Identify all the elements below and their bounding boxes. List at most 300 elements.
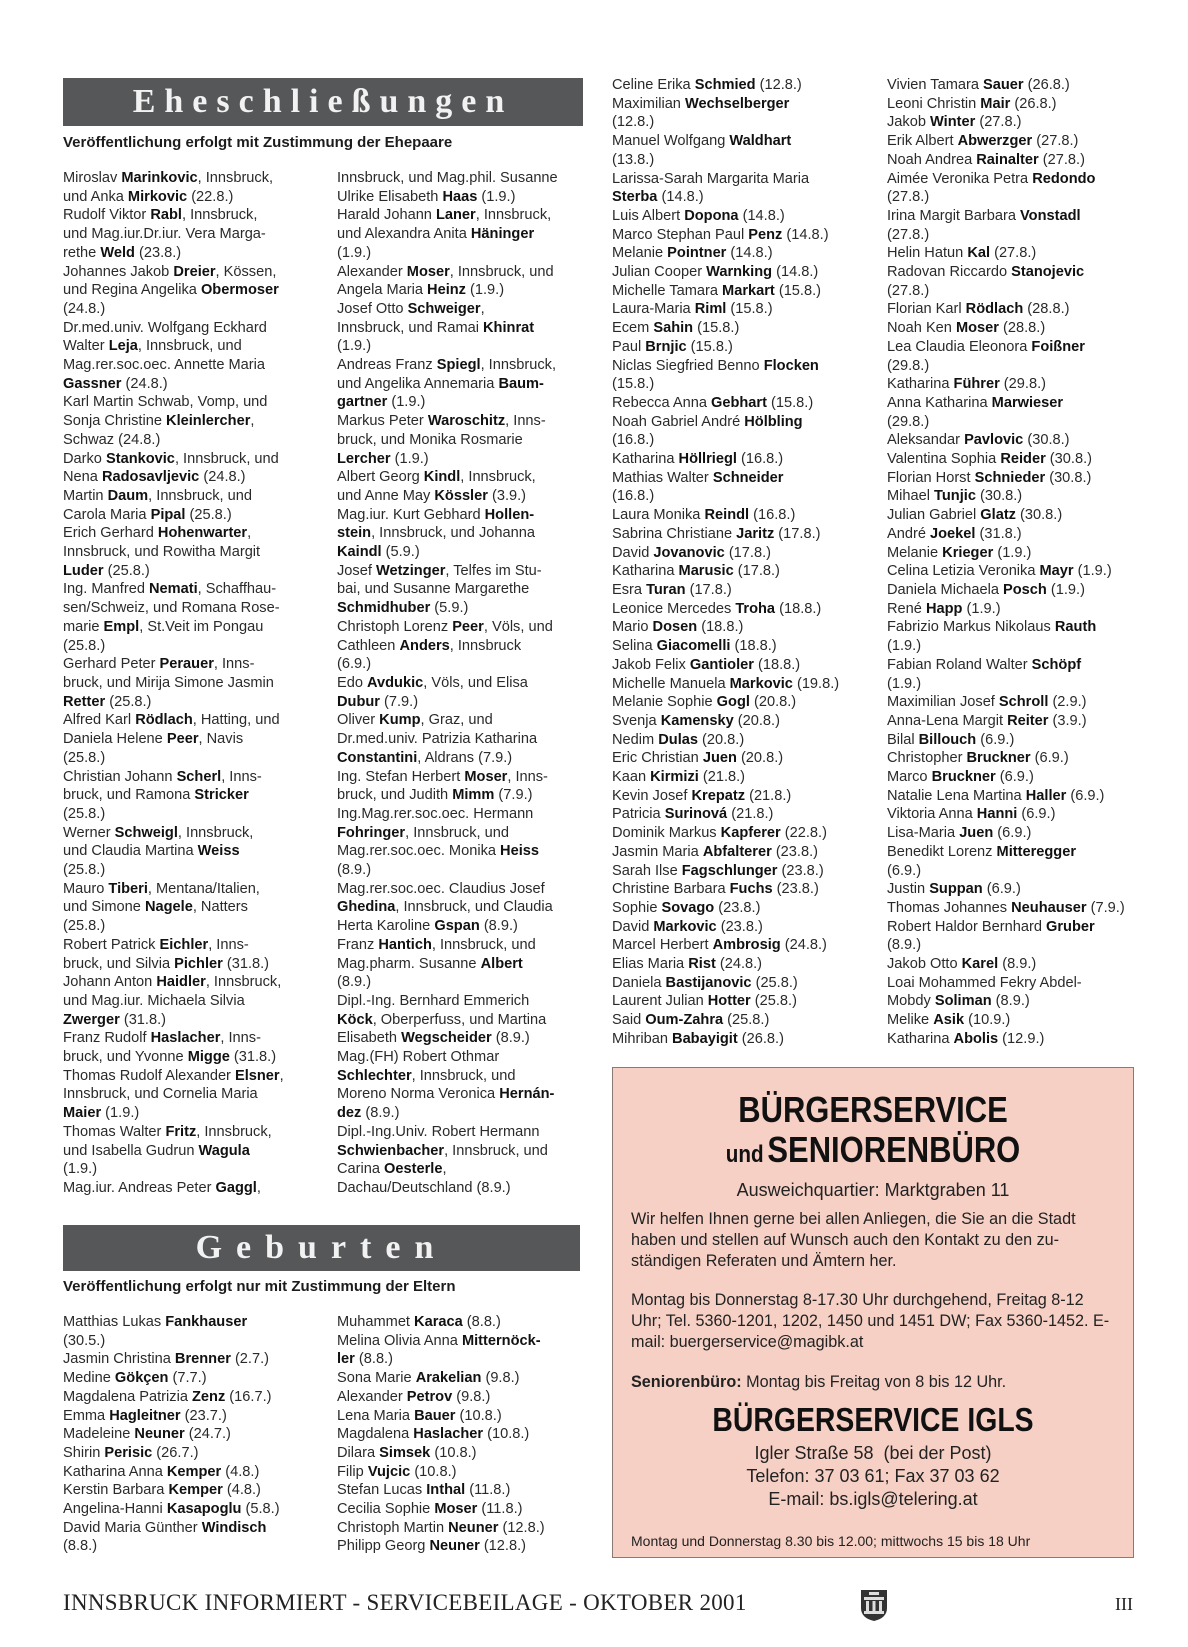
entry-text: Justin xyxy=(887,881,930,898)
entry-text: Eric Christian xyxy=(612,750,703,767)
entry-text: (25.8.) xyxy=(185,506,232,523)
surname: Krepatz xyxy=(691,787,746,804)
name-entry xyxy=(63,1425,318,1444)
name-entry xyxy=(612,787,874,806)
name-entry xyxy=(337,562,594,618)
entry-text: Katharina xyxy=(612,563,679,580)
entry-text: Marco xyxy=(887,769,932,786)
entry-text: (1.9.) xyxy=(101,1105,140,1122)
entry-text: , Inns- bruck, und Silvia xyxy=(63,936,249,972)
entry-text: Laurent Julian xyxy=(612,993,708,1010)
name-entry xyxy=(887,918,1149,955)
entry-text: (7.9.) xyxy=(379,693,419,710)
name-entry xyxy=(612,76,874,95)
surname: Maier xyxy=(63,1105,102,1122)
surname: Haslacher xyxy=(413,1426,484,1443)
name-entry xyxy=(63,1067,318,1123)
surname: Scherl xyxy=(176,768,222,785)
entry-text: (29.8.) xyxy=(887,413,930,430)
entry-text: (12.8.) xyxy=(479,1538,526,1555)
surname: Anders xyxy=(399,637,450,654)
entry-text: Svenja xyxy=(612,712,661,729)
entry-text: (30.8.) xyxy=(1045,451,1092,468)
entry-text: (23.8.) xyxy=(714,899,761,916)
name-entry xyxy=(612,618,874,637)
surname: Foißner xyxy=(1031,338,1085,355)
surname: Heiss xyxy=(500,843,539,860)
surname: Billouch xyxy=(918,731,977,748)
entry-text: Christine Barbara xyxy=(612,881,730,898)
name-entry xyxy=(63,1463,318,1482)
surname: Daum xyxy=(107,487,149,504)
name-entry xyxy=(887,955,1149,974)
surname: Peer xyxy=(166,731,199,748)
entry-text: (27.8.) xyxy=(887,189,930,206)
entry-text: (20.8.) xyxy=(697,731,745,748)
name-entry xyxy=(63,580,318,655)
surname: Spiegl xyxy=(436,357,481,374)
entry-text: , Schaffhau- sen/Schweiz, und Romana Rose- marie xyxy=(63,581,280,635)
surname: Fohringer xyxy=(337,824,406,841)
entry-text: Johann Anton xyxy=(63,974,157,991)
surname: Bauer xyxy=(414,1407,456,1424)
entry-text: Sarah Ilse xyxy=(612,862,682,879)
surname: Pipal xyxy=(150,506,186,523)
surname: Gspan xyxy=(434,918,480,935)
births-column-4 xyxy=(887,76,1149,1049)
entry-text: Jakob Felix xyxy=(612,656,690,673)
name-entry xyxy=(337,468,594,505)
surname: Posch xyxy=(1003,581,1047,598)
entry-text: (27.8.) xyxy=(990,245,1037,262)
entry-text: (14.8.) xyxy=(772,264,819,281)
name-entry xyxy=(612,562,874,581)
entry-text: Florian Karl xyxy=(887,301,966,318)
surname: Gassner xyxy=(63,375,122,392)
entry-text: , Mentana/Italien, und Simone xyxy=(63,880,260,916)
entry-text: Dr.med.univ. Wolfgang Eckhard Walter xyxy=(63,319,267,355)
entry-text: Mag.(FH) Robert Othmar xyxy=(337,1049,500,1066)
surname: Markovic xyxy=(729,675,793,692)
entry-text: Sona Marie xyxy=(337,1370,416,1387)
entry-text: (1.9.) xyxy=(1073,563,1112,580)
surname: Waroschitz xyxy=(427,413,506,430)
entry-text: (24.8.) xyxy=(199,469,246,486)
entry-text: (5.8.) xyxy=(241,1501,280,1518)
surname: Pavlovic xyxy=(964,432,1024,449)
entry-text: (7.9.) xyxy=(494,787,533,804)
entry-text: Helin Hatun xyxy=(887,245,968,262)
entry-text: (25.8.) xyxy=(103,562,150,579)
entry-text: , Inns- bruck, und Judith xyxy=(337,768,548,804)
entry-text: (18.8.) xyxy=(775,600,822,617)
entry-text: (8.9.) xyxy=(479,918,518,935)
entry-text: Kerstin Barbara xyxy=(63,1482,169,1499)
surname: Führer xyxy=(953,376,1000,393)
entry-text: Niclas Siegfried Benno xyxy=(612,357,764,374)
entry-text: Fabrizio Markus Nikolaus xyxy=(887,619,1055,636)
entry-text: (3.9.) xyxy=(487,487,527,504)
name-entry xyxy=(337,1048,594,1123)
surname: Elsner xyxy=(234,1067,280,1084)
entry-text: Michelle Manuela xyxy=(612,675,730,692)
name-entry xyxy=(612,693,874,712)
surname: Fagschlunger xyxy=(681,862,778,879)
surname: Pichler xyxy=(174,955,223,972)
surname: Abolis xyxy=(953,1030,999,1047)
entry-text: (9.8.) xyxy=(452,1388,491,1405)
surname: Bruckner xyxy=(966,750,1031,767)
surname: Hölbling xyxy=(744,413,803,430)
name-entry xyxy=(63,1123,318,1179)
entry-text: Leoni Christin xyxy=(887,95,981,112)
entry-text: Rebecca Anna xyxy=(612,394,711,411)
surname: Wagula xyxy=(198,1142,250,1159)
entry-text: (18.8.) xyxy=(697,619,744,636)
entry-text: (11.8.) xyxy=(477,1501,523,1518)
name-entry xyxy=(612,469,874,506)
name-entry xyxy=(887,880,1149,899)
entry-text: (31.8.) xyxy=(222,955,270,972)
marriages-banner xyxy=(63,78,583,126)
entry-text: Darko xyxy=(63,450,106,467)
name-entry xyxy=(63,1350,318,1369)
entry-text: Martin xyxy=(63,487,108,504)
births-subtitle: Veröffentlichung erfolgt nur mit Zustimmung der Eltern xyxy=(63,1278,456,1295)
entry-text: (17.8.) xyxy=(724,544,771,561)
footer-title: INNSBRUCK INFORMIERT - SERVICEBEILAGE - OKTOBER 2001 xyxy=(63,1590,747,1615)
entry-text: Dilara xyxy=(337,1444,380,1461)
entry-text: , Innsbruck, und Mag.iur.Dr.iur. Vera Marga- rethe xyxy=(63,207,266,261)
entry-text: Anna-Lena Margit xyxy=(887,712,1008,729)
surname: Häninger xyxy=(470,226,535,243)
name-entry xyxy=(612,805,874,824)
surname: Nemati xyxy=(149,581,198,598)
entry-text: (29.8.) xyxy=(999,376,1046,393)
box-title-seniorenbuero-text: SENIORENBÜRO xyxy=(767,1129,1021,1170)
entry-text: Dipl.-Ing. Bernhard Emmerich xyxy=(337,992,530,1009)
innsbruck-crest-icon xyxy=(860,1588,888,1622)
name-entry xyxy=(612,226,874,245)
name-entry xyxy=(337,412,594,468)
name-entry xyxy=(612,244,874,263)
name-entry xyxy=(887,394,1149,431)
entry-text: Benedikt Lorenz xyxy=(887,843,997,860)
surname: Wechselberger xyxy=(684,95,790,112)
entry-text: Bilal xyxy=(887,731,919,748)
entry-text: (17.8.) xyxy=(685,581,732,598)
name-entry xyxy=(887,1011,1149,1030)
surname: Constantini xyxy=(337,749,418,766)
surname: Hollen- stein xyxy=(337,506,535,542)
surname: Troha xyxy=(735,600,776,617)
name-entry xyxy=(887,431,1149,450)
entry-text: , Inns- bruck, und Monika Rosmarie xyxy=(337,413,546,448)
entry-text: Leonice Mercedes xyxy=(612,600,736,617)
entry-text: Lea Claudia Eleonora xyxy=(887,338,1032,355)
name-entry xyxy=(887,76,1149,95)
entry-text: , Innsbruck, und Carola Maria xyxy=(63,487,252,523)
surname: Reindl xyxy=(704,507,750,524)
surname: Mayr xyxy=(1039,563,1074,580)
name-entry xyxy=(887,581,1149,600)
entry-text: , Innsbruck, und Claudia Martina xyxy=(63,824,254,860)
entry-text: (7.9.) xyxy=(1086,899,1125,916)
entry-text: Elias Maria xyxy=(612,956,689,973)
box-senior-label: Seniorenbüro: xyxy=(631,1373,742,1391)
surname: Khinrat xyxy=(483,319,535,336)
surname: Vujcic xyxy=(367,1463,411,1480)
entry-text: Viktoria Anna xyxy=(887,806,977,823)
entry-text: , xyxy=(256,1179,261,1196)
surname: Kapferer xyxy=(720,825,781,842)
entry-text: (6.9.) xyxy=(982,881,1021,898)
name-entry xyxy=(337,1444,594,1463)
entry-text: Marco Stephan Paul xyxy=(612,226,749,243)
name-entry xyxy=(612,936,874,955)
entry-text: , Oberperfuss, und Martina Elisabeth xyxy=(337,1011,547,1047)
entry-text: (25.8.) xyxy=(751,974,798,991)
entry-text: Said xyxy=(612,1012,646,1029)
name-entry xyxy=(612,1030,874,1049)
entry-text: (30.8.) xyxy=(1045,469,1092,486)
name-entry xyxy=(337,805,594,880)
entry-text: Mihael xyxy=(887,488,935,505)
name-entry xyxy=(887,319,1149,338)
surname: Rödlach xyxy=(135,712,193,729)
surname: Mirkovic xyxy=(127,188,188,205)
surname: Zenz xyxy=(192,1388,226,1405)
entry-text: (27.8.) xyxy=(1038,151,1085,168)
births-column-2 xyxy=(337,1313,594,1556)
surname: Dreier xyxy=(173,263,216,280)
entry-text: (16.8.) xyxy=(612,432,655,449)
entry-text: (6.9.) xyxy=(1066,787,1105,804)
surname: Oum-Zahra xyxy=(645,1012,724,1029)
entry-text: Celine Erika xyxy=(612,77,695,93)
name-entry xyxy=(612,992,874,1011)
entry-text: (6.9.) xyxy=(1017,806,1056,823)
name-entry xyxy=(887,693,1149,712)
entry-text: Maximilian Josef xyxy=(887,694,999,711)
entry-text: Irina Margit Barbara xyxy=(887,207,1021,224)
entry-text: Melanie xyxy=(887,544,943,561)
surname: Dopona xyxy=(684,207,739,224)
name-entry xyxy=(887,487,1149,506)
entry-text: (12.9.) xyxy=(998,1030,1045,1047)
surname: Köck xyxy=(337,1011,373,1028)
surname: Weiss xyxy=(197,843,240,860)
surname: Kirmizi xyxy=(650,769,699,786)
surname: Reider xyxy=(1000,451,1046,468)
name-entry xyxy=(63,973,318,1029)
surname: Albert xyxy=(480,955,523,972)
entry-text: (1.9.) xyxy=(465,282,505,299)
surname: Karel xyxy=(961,956,999,973)
name-entry xyxy=(887,656,1149,693)
surname: Kemper xyxy=(166,1463,222,1480)
surname: Wetzinger xyxy=(375,562,446,579)
entry-text: Oliver xyxy=(337,712,380,729)
surname: Stankovic xyxy=(105,450,175,467)
surname: Oesterle xyxy=(384,1161,443,1178)
entry-text: (26.8.) xyxy=(1023,77,1070,93)
entry-text: Maximilian xyxy=(612,95,685,112)
entry-text: Innsbruck, und Mag.phil. Susanne Ulrike Elisabeth xyxy=(337,170,558,205)
entry-text: , Innsbruck, und Moreno Norma Veronica xyxy=(337,1067,516,1103)
surname: Haslacher xyxy=(150,1030,221,1047)
entry-text: , Inns- bruck, und Ramona xyxy=(63,768,262,804)
entry-text: (8.8.) xyxy=(63,1538,98,1555)
entry-text: (1.9.) xyxy=(962,600,1001,617)
surname: Laner xyxy=(435,207,476,224)
surname: Gebhart xyxy=(711,394,767,411)
entry-text: Alfred Karl xyxy=(63,712,136,729)
entry-text: (26.7.) xyxy=(152,1444,199,1461)
entry-text: Aimée Veronika Petra xyxy=(887,170,1033,187)
entry-text: Erich Gerhard xyxy=(63,525,158,542)
entry-text: (23.8.) xyxy=(134,244,182,261)
entry-text: Thomas Johannes xyxy=(887,899,1012,916)
entry-text: Ing. Manfred xyxy=(63,581,149,598)
surname: Sovago xyxy=(661,899,715,916)
surname: Retter xyxy=(63,693,106,710)
entry-text: (10.8.) xyxy=(430,1444,477,1461)
entry-text: Katharina xyxy=(887,1030,954,1047)
births-title: Geburten xyxy=(195,1229,448,1266)
entry-text: (8.9.) xyxy=(887,937,922,954)
entry-text: (8.9.) xyxy=(361,1105,400,1122)
entry-text: (9.8.) xyxy=(481,1370,520,1387)
surname: Bastijanovic xyxy=(665,974,752,991)
entry-text: (30.5.) xyxy=(63,1332,106,1349)
entry-text: (25.8.) xyxy=(63,805,106,822)
surname: Leja xyxy=(108,338,138,355)
entry-text: (11.8.) xyxy=(465,1482,511,1499)
surname: Dulas xyxy=(658,731,698,748)
name-entry xyxy=(612,581,874,600)
entry-text: , Hatting, und Daniela Helene xyxy=(63,712,280,748)
surname: Moser xyxy=(464,768,508,785)
box-senior-hours-text: Montag bis Freitag von 8 bis 12 Uhr. xyxy=(741,1373,1007,1391)
entry-text: , Innsbruck, und Isabella Gudrun xyxy=(63,1123,272,1159)
entry-text: Michelle Tamara xyxy=(612,282,723,299)
entry-text: Mag.rer.soc.oec. Claudius Josef xyxy=(337,880,545,897)
entry-text: (8.9.) xyxy=(491,1030,530,1047)
surname: Vonstadl xyxy=(1020,207,1081,224)
surname: Tiberi xyxy=(108,880,148,897)
name-entry xyxy=(612,637,874,656)
entry-text: (5.9.) xyxy=(381,544,420,561)
entry-text: (14.8.) xyxy=(726,245,773,262)
entry-text: (6.9.) xyxy=(887,862,922,879)
entry-text: Mag.iur. Kurt Gebhard xyxy=(337,506,485,523)
surname: Gruber xyxy=(1046,918,1095,935)
surname: Krieger xyxy=(942,544,994,561)
surname: Mitternöck- ler xyxy=(337,1332,541,1368)
name-entry xyxy=(612,656,874,675)
entry-text: Jasmin Christina xyxy=(63,1351,175,1368)
entry-text: (22.8.) xyxy=(187,188,234,205)
entry-text: (10.8.) xyxy=(483,1426,530,1443)
entry-text: (6.9.) xyxy=(1030,750,1069,767)
name-entry xyxy=(612,170,874,207)
name-entry xyxy=(337,356,594,412)
entry-text: (15.8.) xyxy=(693,320,740,337)
entry-text: Alexander xyxy=(337,263,407,280)
surname: Neuner xyxy=(429,1538,480,1555)
name-entry xyxy=(612,207,874,226)
surname: Schnieder xyxy=(974,469,1046,486)
entry-text: , Innsbruck, und Rowitha Margit xyxy=(63,525,261,561)
name-entry xyxy=(887,562,1149,581)
surname: Hohenwarter xyxy=(157,525,248,542)
entry-text: (12.8.) xyxy=(498,1519,545,1536)
entry-text: Melanie xyxy=(612,245,668,262)
entry-text: Celina Letizia Veronika xyxy=(887,563,1040,580)
entry-text: Cecilia Sophie xyxy=(337,1501,435,1518)
entry-text: Vivien Tamara xyxy=(887,77,983,93)
surname: Moser xyxy=(434,1501,478,1518)
name-entry xyxy=(63,1388,318,1407)
surname: Jovanovic xyxy=(653,544,725,561)
name-entry xyxy=(887,544,1149,563)
box-igls-email: E-mail: bs.igls@telering.at xyxy=(768,1489,978,1509)
entry-text: (1.9.) xyxy=(1046,581,1085,598)
entry-text: Selina xyxy=(612,638,657,655)
entry-text: Werner xyxy=(63,824,115,841)
box-senior-hours xyxy=(631,1373,1115,1392)
name-entry xyxy=(887,768,1149,787)
entry-text: Lisa-Maria xyxy=(887,825,960,842)
surname: Höllriegl xyxy=(678,451,737,468)
surname: Abwerzger xyxy=(957,133,1033,150)
surname: Weld xyxy=(100,244,135,261)
entry-text: David xyxy=(612,544,654,561)
entry-text: Noah Andrea xyxy=(887,151,977,168)
name-entry xyxy=(63,1407,318,1426)
surname: Markovic xyxy=(653,918,717,935)
surname: Juen xyxy=(702,750,737,767)
surname: Kaindl xyxy=(337,544,382,561)
name-entry xyxy=(612,899,874,918)
entry-text: Jasmin Maria xyxy=(612,843,703,860)
name-entry xyxy=(612,282,874,301)
name-entry xyxy=(63,319,318,394)
entry-text: Matthias Lukas xyxy=(63,1314,166,1330)
surname: Hanni xyxy=(976,806,1018,823)
entry-text: Mihriban xyxy=(612,1030,673,1047)
entry-text: (20.8.) xyxy=(749,694,797,711)
name-entry xyxy=(337,880,594,936)
name-entry xyxy=(612,918,874,937)
entry-text: , Innsbruck, und Mag.iur. Michaela Silvia xyxy=(63,974,282,1009)
entry-text: Paul xyxy=(612,338,646,355)
name-entry xyxy=(612,749,874,768)
marriages-column-2 xyxy=(337,169,594,1198)
surname: Obermoser xyxy=(200,282,279,299)
name-entry xyxy=(63,768,318,824)
surname: Fritz xyxy=(165,1123,197,1140)
entry-text: , Innsbruck, und Mag.rer.soc.oec. Monika xyxy=(337,824,509,860)
entry-text: , Kössen, und Regina Angelika xyxy=(63,263,277,299)
entry-text: (23.7.) xyxy=(180,1407,227,1424)
name-entry xyxy=(337,992,594,1048)
entry-text: René xyxy=(887,600,926,617)
surname: Karaca xyxy=(414,1314,463,1330)
entry-text: , Innsbruck, und Johanna xyxy=(371,525,535,542)
name-entry xyxy=(612,843,874,862)
